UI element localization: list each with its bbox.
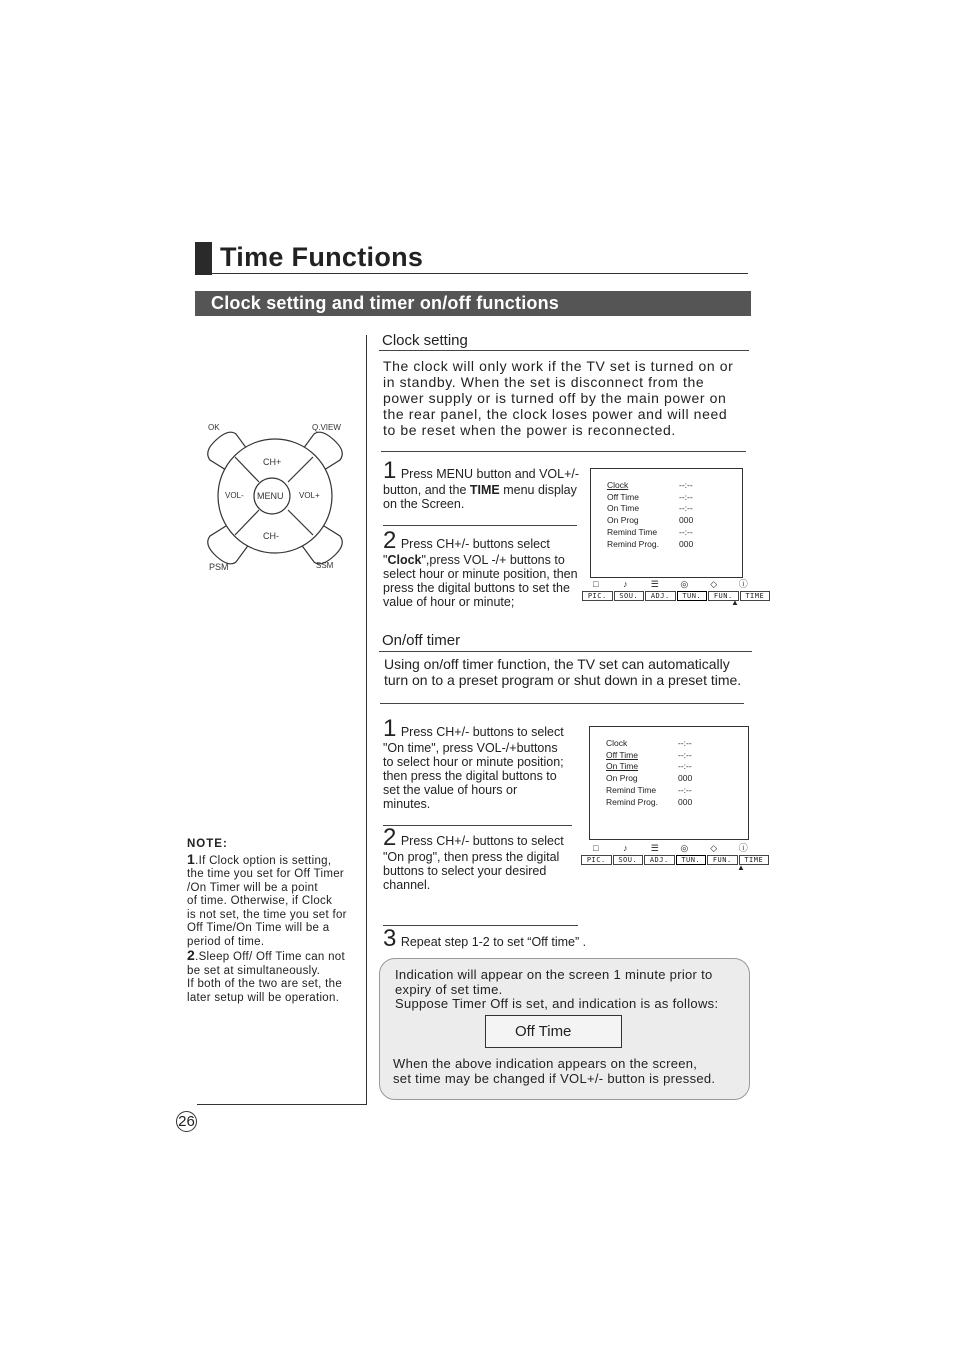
- ssm-button-label: SSM: [316, 561, 334, 570]
- step-text: button, and the: [383, 483, 470, 497]
- info-line: expiry of set time.: [395, 981, 503, 997]
- menu-row: [607, 492, 742, 504]
- menu-row-value: --:--: [679, 526, 693, 537]
- step-number: 2: [383, 527, 397, 554]
- note-block: [187, 838, 365, 1005]
- section-title: Clock setting and timer on/off functions: [211, 293, 560, 313]
- step-text: Press CH+/- buttons to select: [400, 725, 564, 739]
- menu-row-label: Remind Prog.: [606, 796, 658, 807]
- step-text: menu display: [499, 483, 577, 497]
- ok-button-label: OK: [208, 423, 220, 432]
- timer-intro-line: turn on to a preset program or shut down in a preset time.: [384, 672, 742, 688]
- vol-minus-label: VOL-: [225, 491, 244, 500]
- step-text: ": [383, 553, 388, 567]
- menu-button-label: MENU: [257, 491, 284, 501]
- picture-icon: □: [593, 843, 599, 853]
- info-line: Indication will appear on the screen 1 minute prior to: [395, 967, 713, 982]
- step-number: 1: [383, 715, 397, 742]
- menu-row: [607, 480, 742, 492]
- step-number: 3: [383, 925, 397, 952]
- step-text: "On time", press VOL-/+buttons: [383, 741, 558, 755]
- menu-row-value: --:--: [678, 761, 692, 772]
- menu-row: [606, 738, 748, 750]
- menu-row-label: Clock: [606, 738, 628, 748]
- note-1-line: period of time.: [187, 935, 265, 948]
- note-2-number: 2: [187, 947, 196, 963]
- menu-row-label: On Prog: [606, 773, 638, 784]
- menu-row-label: Off Time: [606, 749, 638, 760]
- tab-time: TIME: [739, 855, 770, 865]
- step-number: 1: [383, 457, 397, 484]
- note-1-line: /On Timer will be a point: [187, 881, 318, 894]
- tab-adj: ADJ.: [644, 855, 675, 865]
- sound-icon: ♪: [623, 843, 628, 853]
- step-text: select hour or minute position, then: [383, 567, 578, 581]
- note-1-number: 1: [187, 850, 196, 867]
- remote-control-diagram: [200, 420, 350, 575]
- function-icon: ◇: [710, 579, 718, 589]
- function-icon: ◇: [710, 843, 718, 853]
- info-line: When the above indication appears on the screen,: [393, 1056, 698, 1071]
- tuning-icon: ◎: [680, 579, 689, 589]
- tv-time-menu-screen: [590, 468, 743, 578]
- info-bottom-text: [393, 1057, 743, 1086]
- title-accent-bar: [195, 242, 212, 275]
- tab-sou: SOU.: [614, 591, 645, 601]
- step-text: on the Screen.: [383, 497, 465, 511]
- menu-tab-bar: [582, 591, 771, 601]
- selected-tab-arrow-icon: ▲: [731, 598, 739, 607]
- psm-button-label: PSM: [209, 562, 229, 572]
- page-title: Time Functions: [220, 242, 424, 272]
- vol-plus-label: VOL+: [299, 491, 320, 500]
- step-text-bold: TIME: [469, 483, 500, 497]
- picture-icon: □: [593, 579, 599, 589]
- ch-minus-label: CH-: [263, 531, 279, 541]
- adjust-icon: ☰: [650, 579, 659, 589]
- note-2-line: be set at simultaneously.: [187, 964, 321, 977]
- menu-tab-icons-2: [581, 843, 758, 853]
- clock-step-1: [383, 459, 588, 511]
- step-text: ",press VOL -/+ buttons to: [421, 553, 565, 567]
- menu-row-label: On Time: [606, 761, 639, 772]
- clock-step-rule: [383, 525, 577, 526]
- menu-row-label: Remind Time: [606, 784, 657, 795]
- clock-intro-line: power supply or is turned off by the main power on: [383, 390, 727, 406]
- ch-plus-label: CH+: [263, 457, 282, 467]
- note-1-line: of time. Otherwise, if Clock: [187, 895, 333, 907]
- step-number: 2: [383, 824, 397, 851]
- clock-intro: [383, 358, 753, 438]
- menu-row-label: On Time: [607, 503, 640, 514]
- timer-intro-rule: [380, 703, 744, 704]
- tab-adj: ADJ.: [645, 591, 676, 601]
- note-2-line: .Sleep Off/ Off Time can not: [195, 951, 345, 963]
- clock-intro-line: in standby. When the set is disconnect from the: [383, 374, 705, 390]
- tab-tun: TUN.: [676, 855, 707, 865]
- step-text: to select hour or minute position;: [383, 755, 564, 769]
- step-text-bold: Clock: [387, 553, 422, 567]
- menu-tab-icons: [581, 579, 758, 589]
- menu-row-label: Off Time: [607, 491, 639, 502]
- menu-row-value: 000: [678, 796, 693, 807]
- title-underline: [212, 273, 748, 274]
- step-text: Press CH+/- buttons select: [400, 537, 550, 551]
- menu-row: [606, 797, 748, 809]
- timer-step-3: [383, 927, 683, 951]
- tuning-icon: ◎: [680, 843, 689, 853]
- step-text: Press MENU button and VOL+/-: [400, 467, 580, 481]
- clock-step-2: [383, 529, 588, 609]
- info-line: set time may be changed if VOL+/- button is pressed.: [393, 1070, 716, 1086]
- onoff-timer-heading: On/off timer: [382, 632, 461, 649]
- menu-row-value: --:--: [678, 749, 692, 760]
- step-text: minutes.: [383, 797, 431, 811]
- menu-row: [607, 503, 742, 515]
- timer-heading-rule: [379, 651, 752, 652]
- tab-pic: PIC.: [581, 855, 612, 865]
- step-text: value of hour or minute;: [383, 595, 515, 609]
- menu-row-value: --:--: [679, 503, 693, 514]
- clock-intro-line: The clock will only work if the TV set is turned on or: [383, 358, 734, 374]
- step-text: Repeat step 1-2 to set “Off time” .: [400, 935, 587, 949]
- adjust-icon: ☰: [650, 843, 659, 853]
- step-text: buttons to select your desired: [383, 864, 547, 878]
- tab-time: TIME: [740, 591, 771, 601]
- note-1-line: .If Clock option is setting,: [195, 854, 332, 867]
- column-divider: [366, 335, 367, 1105]
- menu-row-value: 000: [678, 773, 693, 784]
- tab-fun: FUN.: [708, 591, 739, 601]
- menu-row-value: 000: [679, 538, 694, 549]
- step-text: set the value of hours or: [383, 783, 518, 797]
- menu-row: [607, 527, 742, 539]
- info-top-text: [395, 968, 740, 1012]
- tab-sou: SOU.: [613, 855, 644, 865]
- step-text: Press CH+/- buttons to select: [400, 834, 564, 848]
- sound-icon: ♪: [623, 579, 628, 589]
- note-1-line: is not set, the time you set for: [187, 908, 347, 921]
- step-text: press the digital buttons to set the: [383, 581, 570, 595]
- menu-row: [606, 750, 748, 762]
- step-text: channel.: [383, 878, 431, 892]
- timer-step-1: [383, 717, 583, 811]
- note-1-line: the time you set for Off Timer: [187, 868, 345, 880]
- qview-button-label: Q.VIEW: [312, 423, 341, 432]
- note-2-line: later setup will be operation.: [187, 991, 340, 1004]
- menu-row-value: --:--: [679, 491, 693, 502]
- off-time-indication: Off Time: [485, 1015, 622, 1048]
- menu-row-label: Remind Prog.: [607, 538, 659, 549]
- note-item-2: [187, 949, 365, 1005]
- tv-time-menu-screen-2: [589, 726, 749, 840]
- menu-row-label: On Prog: [607, 515, 639, 526]
- menu-row-value: --:--: [678, 738, 692, 748]
- bottom-rule: [197, 1104, 367, 1105]
- clock-intro-line: to be reset when the power is reconnected.: [383, 422, 676, 438]
- timer-intro-line: Using on/off timer function, the TV set can automatically: [384, 656, 730, 672]
- tab-pic: PIC.: [582, 591, 613, 601]
- tab-fun: FUN.: [707, 855, 738, 865]
- menu-row: [606, 761, 748, 773]
- clock-setting-heading: Clock setting: [382, 332, 468, 349]
- note-heading: NOTE:: [187, 838, 228, 850]
- note-1-line: Off Time/On Time will be a: [187, 922, 330, 934]
- menu-row-value: --:--: [678, 784, 692, 795]
- timer-step3-rule: [383, 925, 578, 926]
- page-number: 26: [176, 1111, 197, 1132]
- note-2-line: If both of the two are set, the: [187, 978, 343, 990]
- tab-tun: TUN.: [677, 591, 708, 601]
- menu-row: [606, 773, 748, 785]
- menu-row: [607, 515, 742, 527]
- timer-intro: [384, 656, 759, 688]
- menu-row-label: Clock: [607, 480, 629, 490]
- clock-heading-rule: [379, 350, 749, 351]
- step-text: "On prog", then press the digital: [383, 850, 560, 864]
- clock-intro-line: the rear panel, the clock loses power and will need: [383, 406, 728, 422]
- menu-row: [607, 539, 742, 551]
- step-text: then press the digital buttons to: [383, 769, 557, 783]
- menu-row-value: --:--: [679, 480, 693, 490]
- clock-intro-rule: [381, 451, 746, 452]
- menu-row-label: Remind Time: [607, 526, 658, 537]
- info-line: Suppose Timer Off is set, and indication is as follows:: [395, 996, 719, 1011]
- menu-row: [606, 785, 748, 797]
- note-item-1: [187, 850, 365, 950]
- time-icon: ⓘ: [738, 843, 748, 853]
- time-icon: ⓘ: [738, 579, 748, 589]
- menu-row-value: 000: [679, 515, 694, 526]
- selected-tab-arrow-icon: ▲: [737, 863, 745, 872]
- timer-step-2: [383, 826, 583, 892]
